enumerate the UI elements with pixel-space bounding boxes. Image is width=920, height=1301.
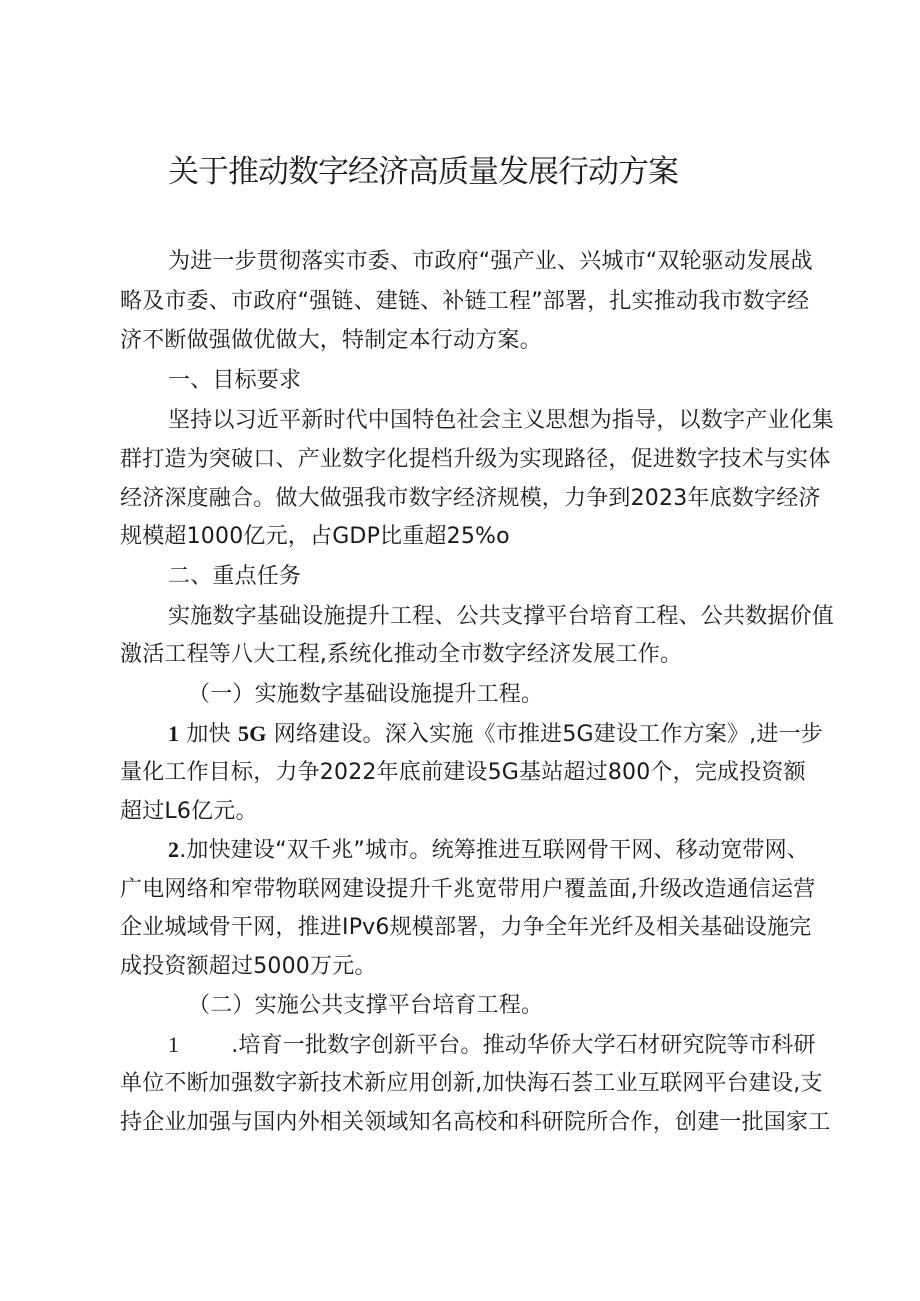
intro-line-1: 为进一步贯彻落实市委、市政府“强产业、兴城市“双轮驱动发展战: [168, 249, 813, 274]
section-2-line-1: 实施数字基础设施提升工程、公共支撑平台培育工程、公共数据价值: [168, 604, 835, 629]
section-2-line-2: 激活工程等八大工程,系统化推动全市数字经济发展工作。: [120, 642, 683, 667]
sub2-item-1-line-3: 持企业加强与国内外相关领域知名高校和科研院所合作，创建一批国家工: [120, 1110, 831, 1135]
subsection-1-heading: （一）实施数字基础设施提升工程。: [188, 682, 544, 707]
item-1-line-3: 超过L6亿元。: [120, 799, 258, 824]
item-2-first-line: [168, 835, 809, 866]
intro-line-2: 略及市委、市政府“强链、建链、补链工程”部署，扎实推动我市数字经: [120, 289, 810, 314]
item-2-line-2: 广电网络和窄带物联网建设提升千兆宽带用户覆盖面,升级改造通信运营: [120, 877, 816, 902]
sub2-item-1-first-line: [168, 1030, 816, 1061]
section-1-line-2: 群打造为突破口、产业数字化提档升级为实现路径，促进数字技术与实体: [120, 447, 831, 472]
document-title: 关于推动数字经济高质量发展行动方案: [168, 154, 678, 190]
sub2-item-1-number: 1: [168, 1032, 180, 1057]
item-1-first-line: [168, 719, 823, 750]
item-1-lead: 加快: [186, 722, 231, 747]
item-1-number: 1: [168, 721, 180, 746]
sub2-item-1-line-2: 单位不断加强数字新技术新应用创新,加快海石荟工业互联网平台建设,支: [120, 1071, 823, 1096]
item-2-number: 2: [168, 837, 180, 862]
section-1-line-4: 规模超1000亿元，占GDP比重超25%o: [120, 524, 510, 549]
item-1-lead-5g: 5G: [238, 721, 267, 746]
section-1-line-1: 坚持以习近平新时代中国特色社会主义思想为指导，以数字产业化集: [168, 408, 835, 433]
item-2-line-3: 企业城域骨干网，推进IPv6规模部署，力争全年光纤及相关基础设施完: [120, 915, 812, 940]
section-1-heading: 一、目标要求: [168, 368, 302, 393]
subsection-2-heading: （二）实施公共支撑平台培育工程。: [188, 993, 544, 1018]
item-2-line-4: 成投资额超过5000万元。: [120, 954, 377, 979]
item-1-line-2: 量化工作目标，力争2022年底前建设5G基站超过800个，完成投资额: [120, 760, 806, 785]
section-1-line-3: 经济深度融合。做大做强我市数字经济规模，力争到2023年底数字经济: [120, 486, 821, 511]
sub2-item-1-text: .培育一批数字创新平台。推动华侨大学石材研究院等市科研: [231, 1033, 816, 1058]
item-1-text: 网络建设。深入实施《市推进5G建设工作方案》,进一步: [273, 722, 823, 747]
intro-line-3: 济不断做强做优做大，特制定本行动方案。: [120, 328, 542, 353]
section-2-heading: 二、重点任务: [168, 564, 302, 589]
item-2-text: .加快建设“双千兆”城市。统筹推进互联网骨干网、移动宽带网、: [179, 838, 809, 863]
